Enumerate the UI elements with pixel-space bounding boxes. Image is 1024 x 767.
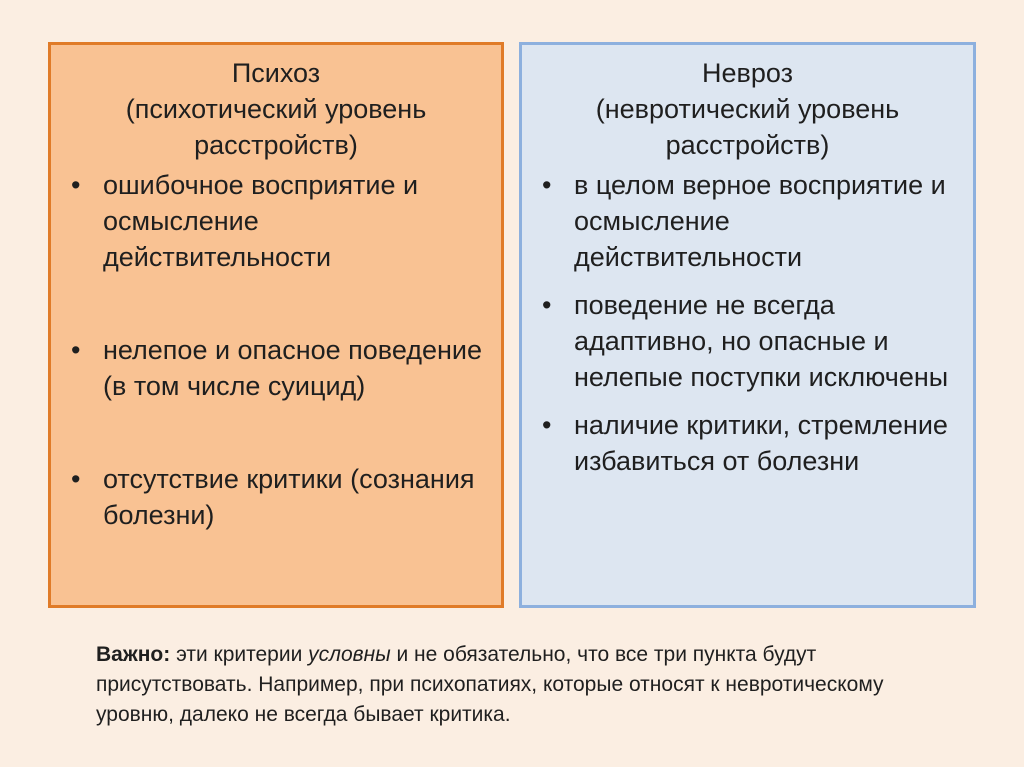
list-item-text: наличие критики, стремление избавиться от болезни — [574, 410, 948, 476]
list-item — [536, 407, 959, 479]
neurosis-list — [536, 167, 959, 479]
list-item-text: отсутствие критики (сознания болезни) — [103, 464, 475, 530]
bullet-icon: • — [71, 335, 81, 365]
list-item — [536, 287, 959, 395]
note-text-before: эти критерии — [170, 643, 309, 666]
important-note — [96, 640, 956, 730]
list-item — [65, 461, 487, 533]
list-item-text: поведение не всегда адаптивно, но опасные и нелепые поступки исключены — [574, 290, 949, 392]
psychosis-title: Психоз — [231, 58, 321, 88]
psychosis-list — [65, 167, 487, 533]
note-text-after: и не обязательно, что все три пункта будут присутствовать. Например, при психопатиях, которые относят к невротическому уровню, далеко не всегда бывает критика. — [96, 643, 884, 726]
note-emphasis: условны — [308, 643, 391, 666]
note-label: Важно: — [96, 643, 171, 666]
list-item — [65, 332, 487, 404]
bullet-icon: • — [542, 410, 552, 440]
bullet-icon: • — [71, 170, 81, 200]
bullet-icon: • — [542, 290, 552, 320]
neurosis-panel — [519, 42, 976, 608]
list-item-text: нелепое и опасное поведение (в том числе суицид) — [103, 335, 483, 401]
psychosis-subtitle: (психотический уровень расстройств) — [125, 94, 427, 160]
list-item — [65, 167, 487, 275]
list-item — [536, 167, 959, 275]
list-item-text: в целом верное восприятие и осмысление действительности — [574, 170, 946, 272]
neurosis-title: Невроз — [702, 58, 793, 88]
psychosis-panel — [48, 42, 504, 608]
neurosis-subtitle: (невротический уровень расстройств) — [595, 94, 900, 160]
bullet-icon: • — [542, 170, 552, 200]
list-item-text: ошибочное восприятие и осмысление действительности — [103, 170, 419, 272]
bullet-icon: • — [71, 464, 81, 494]
